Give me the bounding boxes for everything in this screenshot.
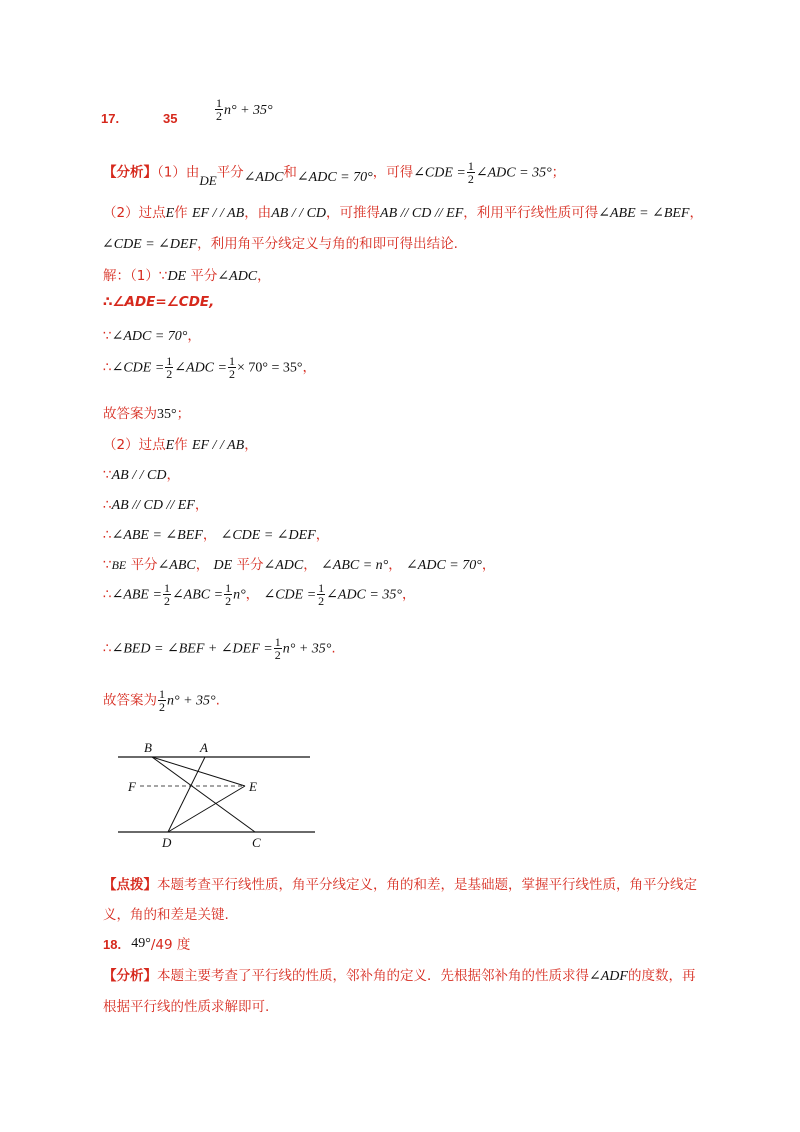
therefore-symbol: ∴ [103,359,112,376]
solution2-line-7 [103,636,336,661]
math: ∠ADC = 35° [326,587,402,603]
analysis-text: ，利用平行线性质可得 [463,205,599,221]
segment-be [152,757,245,786]
solution-text: ， [481,557,496,573]
since-symbol: ∵ [103,467,112,483]
math-angle: ∠ADC [243,169,284,185]
math: n° + 35° [282,641,332,657]
math-res: ∠CDE = [413,165,466,181]
solution-line-3 [103,324,201,345]
since-symbol: ∵ [103,557,112,573]
analysis-text: ； [551,164,566,181]
solution2-line-5 [103,553,495,574]
solution2-line-3 [103,493,208,514]
math: EF / / AB [191,206,245,221]
therefore-symbol: ∴ [103,586,112,603]
fraction: $\frac{1}{2}$ [216,96,222,123]
q18-answer: 49° [131,936,151,951]
solution-text: ， [302,359,316,376]
fraction: $\frac{1}{2}$ [166,354,173,381]
label-e: E [249,779,257,794]
analysis-label: 【分析】 [103,164,157,181]
solution-text: ， [315,527,330,543]
solution-text: 作 [174,437,188,453]
answer-label: 故答案为 [103,406,157,422]
fraction: $\frac{1}{2}$ [467,159,474,186]
math: ∠ABC = n° [321,558,389,573]
therefore-symbol: ∴ [103,640,112,657]
analysis-text: ， [689,205,703,221]
solution-text: ， [401,586,416,603]
since-symbol: ∵ [103,328,112,344]
segment-bc [152,757,255,832]
note-line-2: 义，角的和差是关键. [103,907,229,923]
q18-analysis-text: 的度数，再 [627,968,696,984]
math: DE [167,269,187,284]
q17-number: 17. [101,111,120,126]
fraction: $\frac{1}{2}$ [225,581,232,608]
analysis-text: ，由 [244,205,272,221]
math: ∠CDE = ∠DEF [102,237,198,252]
math-res2: ∠ADC = 35° [475,165,552,181]
solution2-line-1 [103,433,258,454]
math-de: DE [199,172,217,188]
solution-text: ， [303,557,317,573]
note-label: 【点拨】 [103,877,157,893]
answer-line-2 [103,688,220,713]
math: ∠ABE = ∠BEF [598,206,690,221]
q18-analysis-label: 【分析】 [103,968,157,984]
solution2-line-2 [103,463,180,484]
solution-text: （2）过点 [103,437,166,453]
math: ∠ADC = 70° [406,558,482,573]
math: DE [213,558,233,573]
math: ∠CDE = [111,360,165,376]
q17-answer1-wrap [163,108,177,127]
fraction: $\frac{1}{2}$ [318,581,325,608]
geometry-diagram [110,735,330,855]
solution-text: ， [187,328,201,344]
analysis-text: ，可推得 [326,205,381,221]
analysis-text: 平分 [216,164,244,181]
math: ∠ADC = [174,360,227,376]
math-e: E [165,206,175,221]
solution-text: ， [388,557,402,573]
q18-analysis-line-1 [103,964,695,985]
math: ∠ADC = 70° [111,329,188,344]
note-text: 本题考查平行线性质，角平分线定义，角的和差，是基础题，掌握平行线性质，角平分线定 [157,877,697,893]
fraction: $\frac{1}{2}$ [163,581,170,608]
math: AB / / CD [111,468,167,483]
solution-text: . [331,640,336,657]
label-b: B [144,740,152,755]
analysis-text: ，可得 [372,164,414,181]
q18-header [103,933,190,954]
math: BE [111,558,127,572]
math: ∠ADC [217,269,258,284]
solution-text: 平分 [130,557,158,573]
solution-text: ， [195,557,210,573]
analysis-text: ，利用角平分线定义与角的和即可得出结论. [197,236,458,252]
label-f: F [128,779,136,794]
therefore-symbol: ∴ [103,497,112,513]
math: ∠ABC [157,558,196,573]
solution-text: ； [176,406,191,422]
analysis-text: 作 [174,205,188,221]
math: AB // CD // EF [380,206,464,221]
analysis-line-2 [103,201,703,222]
solution-text: . [215,692,220,709]
math: ∠CDE = ∠DEF [220,528,316,543]
math: ∠BED = ∠BEF + ∠DEF = [111,641,273,657]
solution-line-2: ∴∠ADE=∠CDE, [103,294,215,310]
fraction: $\frac{1}{2}$ [274,635,281,662]
solution-text: ， [166,467,180,483]
answer-line-1 [103,402,190,423]
math: × 70° = 35° [236,360,303,376]
math: ∠ABC = [171,587,224,603]
label-a: A [200,740,208,755]
q18-analysis-text: 本题主要考查了平行线的性质，邻补角的定义．先根据邻补角的性质求得 [157,968,589,984]
solution-text: 平分 [190,268,218,284]
q18-number: 18. [103,937,122,952]
math: 35° [157,407,177,422]
math: ∠ADC [263,558,304,573]
math: ∠ABE = [111,587,162,603]
q17-header [101,108,119,127]
solution-text: ， [244,437,258,453]
math: n° [233,587,246,603]
solution-text: ， [194,497,209,513]
solution-text: 平分 [236,557,264,573]
math: AB // CD // EF [111,498,195,513]
math: ∠ADF [589,969,628,984]
analysis-text: （1）由 [157,164,200,181]
solution-label: 解：（1）∵ [103,268,168,284]
fraction: $\frac{1}{2}$ [159,687,165,714]
analysis-text: （2）过点 [103,205,166,221]
analysis-text: 和 [283,164,297,181]
q17-answer2 [214,97,273,122]
label-c: C [252,835,261,850]
solution-text: ， [245,586,260,603]
math: ∠CDE = [263,587,317,603]
note-line-1 [103,873,697,893]
solution-line-4 [103,355,316,380]
q18-analysis-line-2: 根据平行线的性质求解即可. [103,999,270,1015]
therefore-symbol: ∴ [103,527,112,543]
math: E [165,438,175,453]
solution2-line-4 [103,523,329,544]
math-cond: ∠ADC = 70° [296,169,373,185]
fraction: $\frac{1}{2}$ [228,354,235,381]
label-d: D [162,835,172,850]
solution-text: ， [257,268,271,284]
analysis-line-1 [103,159,566,188]
solution-text: ， [202,527,217,543]
solution2-line-6 [103,582,415,607]
answer-label: 故答案为 [103,692,157,709]
q17-answer2-tail: n° + 35° [224,103,273,118]
math: AB / / CD [271,206,327,221]
analysis-line-3 [102,232,458,253]
q18-answer-tail: /49 度 [150,937,191,953]
q17-answer1: 35 [163,111,178,126]
solution-line-1 [103,264,271,285]
math: EF / / AB [191,438,245,453]
math: n° + 35° [167,693,216,709]
math: ∠ABE = ∠BEF [111,528,203,543]
